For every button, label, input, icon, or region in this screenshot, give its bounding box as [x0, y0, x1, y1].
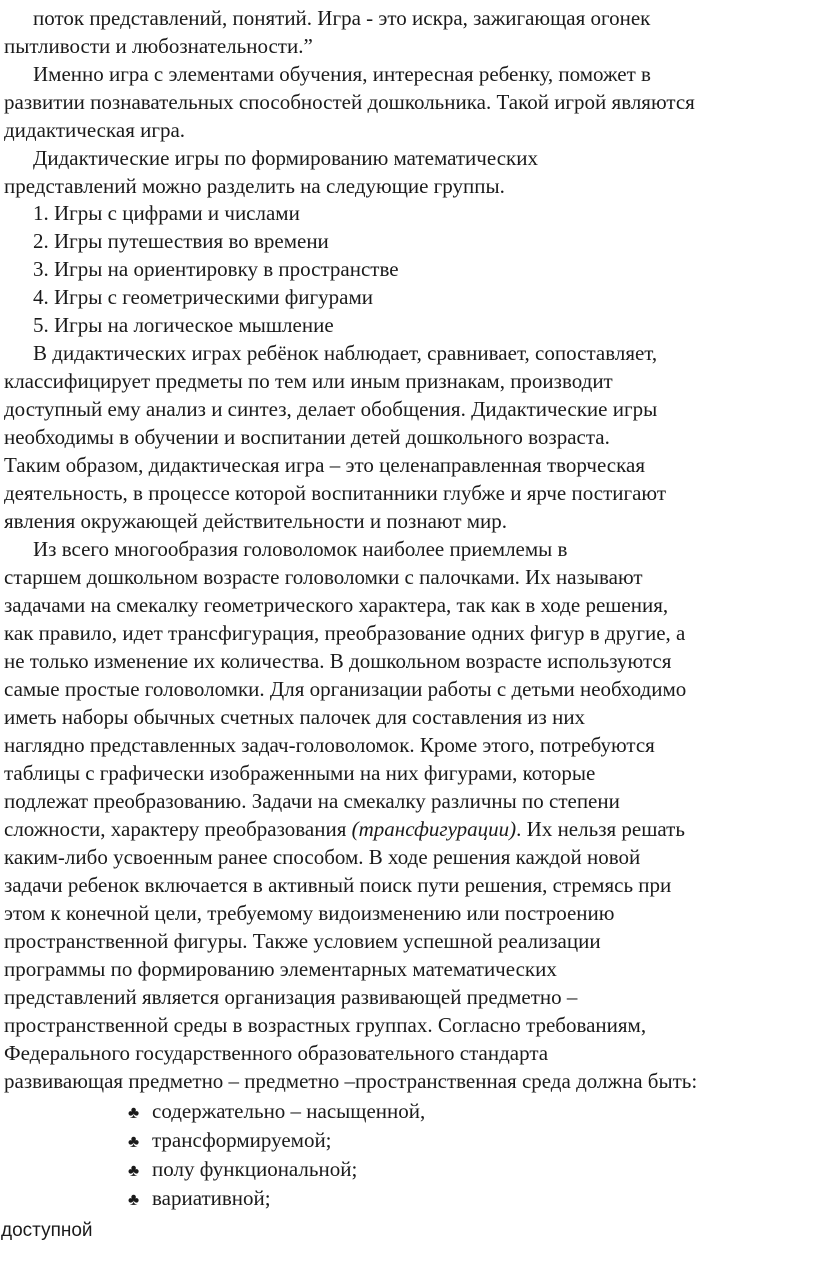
- text-line: явления окружающей действительности и познают мир.: [4, 509, 508, 533]
- club-bullet-icon: ♣: [128, 1103, 140, 1122]
- bullet-text: содержательно – насыщенной,: [152, 1099, 426, 1123]
- text-line: представлений является организация развивающей предметно –: [4, 985, 578, 1009]
- text-line: развивающая предметно – предметно –пространственная среда должна быть:: [4, 1069, 698, 1093]
- text-line: дидактическая игра.: [4, 118, 186, 142]
- bullet-item: [128, 1155, 357, 1183]
- bullet-item: [128, 1184, 271, 1212]
- text-line: Из всего многообразия головоломок наиболее приемлемы в: [33, 537, 568, 561]
- text-line: подлежат преобразованию. Задачи на смекалку различны по степени: [4, 789, 620, 813]
- text-line: Таким образом, дидактическая игра – это целенаправленная творческая: [4, 453, 645, 477]
- bullet-item: [128, 1097, 425, 1125]
- text-segment: . Их нельзя решать: [516, 817, 685, 841]
- club-bullet-icon: ♣: [128, 1190, 140, 1209]
- text-line: классифицирует предметы по тем или иным признакам, производит: [4, 369, 613, 393]
- text-line: доступный ему анализ и синтез, делает обобщения. Дидактические игры: [4, 397, 658, 421]
- club-bullet-icon: ♣: [128, 1132, 140, 1151]
- text-line: задачами на смекалку геометрического характера, так как в ходе решения,: [4, 593, 669, 617]
- text-segment: сложности, характеру преобразования: [4, 817, 352, 841]
- text-line: В дидактических играх ребёнок наблюдает, сравнивает, сопоставляет,: [33, 341, 658, 365]
- text-line: иметь наборы обычных счетных палочек для составления из них: [4, 705, 586, 729]
- list-item: 1. Игры с цифрами и числами: [33, 201, 300, 225]
- list-item: 4. Игры с геометрическими фигурами: [33, 285, 373, 309]
- list-item: 2. Игры путешествия во времени: [33, 229, 329, 253]
- bullet-item: [128, 1126, 332, 1154]
- text-line: пытливости и любознательности.”: [4, 34, 313, 58]
- text-line: наглядно представленных задач-головоломок. Кроме этого, потребуются: [4, 733, 655, 757]
- text-line: таблицы с графически изображенными на них фигурами, которые: [4, 761, 596, 785]
- text-line: старшем дошкольном возрасте головоломки с палочками. Их называют: [4, 565, 643, 589]
- text-line: Именно игра с элементами обучения, интересная ребенку, поможет в: [33, 62, 651, 86]
- bullet-text: трансформируемой;: [152, 1128, 332, 1152]
- list-item: 5. Игры на логическое мышление: [33, 313, 334, 337]
- text-line: как правило, идет трансфигурация, преобразование одних фигур в другие, а: [4, 621, 686, 645]
- trailing-word: доступной: [1, 1220, 93, 1241]
- text-line: Дидактические игры по формированию математических: [33, 146, 538, 170]
- club-bullet-icon: ♣: [128, 1161, 140, 1180]
- text-line: не только изменение их количества. В дошкольном возрасте используются: [4, 649, 672, 673]
- text-line: деятельность, в процессе которой воспитанники глубже и ярче постигают: [4, 481, 667, 505]
- italic-term: (трансфигурации): [351, 817, 517, 841]
- text-line: пространственной среды в возрастных группах. Согласно требованиям,: [4, 1013, 647, 1037]
- text-line: необходимы в обучении и воспитании детей дошкольного возраста.: [4, 425, 610, 449]
- text-line: пространственной фигуры. Также условием успешной реализации: [4, 929, 601, 953]
- text-line: поток представлений, понятий. Игра - это искра, зажигающая огонек: [33, 6, 651, 30]
- text-line: представлений можно разделить на следующие группы.: [4, 174, 505, 198]
- bullet-text: вариативной;: [152, 1186, 271, 1210]
- text-line: каким-либо усвоенным ранее способом. В ходе решения каждой новой: [4, 845, 641, 869]
- text-line: программы по формированию элементарных математических: [4, 957, 557, 981]
- text-line: [4, 815, 685, 843]
- list-item: 3. Игры на ориентировку в пространстве: [33, 257, 399, 281]
- text-line: самые простые головоломки. Для организации работы с детьми необходимо: [4, 677, 687, 701]
- text-line: развитии познавательных способностей дошкольника. Такой игрой являются: [4, 90, 695, 114]
- text-line: задачи ребенок включается в активный поиск пути решения, стремясь при: [4, 873, 672, 897]
- text-line: Федерального государственного образовательного стандарта: [4, 1041, 549, 1065]
- text-line: этом к конечной цели, требуемому видоизменению или построению: [4, 901, 615, 925]
- bullet-text: полу функциональной;: [152, 1157, 358, 1181]
